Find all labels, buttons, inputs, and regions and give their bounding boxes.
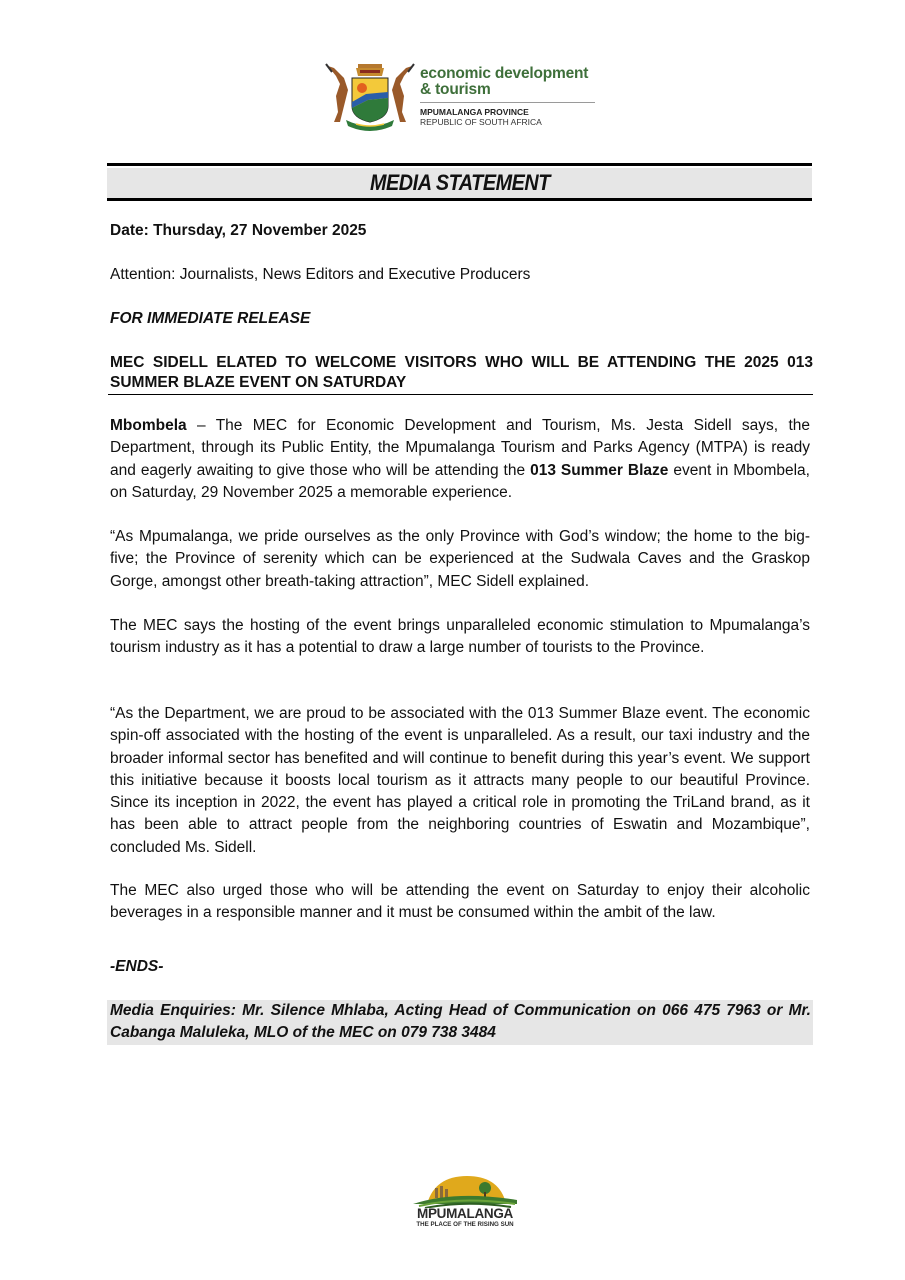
headline: MEC SIDELL ELATED TO WELCOME VISITORS WHO WILL BE ATTENDING THE 2025 013 SUMMER BLAZE EVENT ON SATURDAY (108, 353, 813, 395)
footer-tagline: THE PLACE OF THE RISING SUN (416, 1221, 514, 1228)
date-line: Date: Thursday, 27 November 2025 (110, 222, 367, 239)
title-band (107, 163, 812, 201)
paragraph-1-text-a: – The MEC for Economic Development and Tourism, Ms. Jesta Sidell says, the Department, through its Public Entity, the Mpumalanga Tourism and Parks Agency (MTPA) is ready and eagerly awaiting to give those who will be attending the (110, 417, 810, 479)
dept-name-line2: & tourism (420, 81, 491, 98)
media-enquiries: Media Enquiries: Mr. Silence Mhlaba, Acting Head of Communication on 066 475 7963 or Mr. Cabanga Maluleka, MLO of the MEC on 079 738 3484 (107, 1000, 813, 1045)
paragraph-4: “As the Department, we are proud to be associated with the 013 Summer Blaze event. The economic spin-off associated with the hosting of the event is unparalleled. As a result, our taxi industry and the broader informal sector has benefited and will continue to benefit during this year’s event. We support this initiative because it boosts local tourism as it attracts many people to our beautiful Province. Since its inception in 2022, the event has played a critical role in promoting the TriLand brand, as it has been able to attract people from the neighboring countries of Eswatin and Mozambique”, concluded Ms. Sidell. (110, 705, 810, 856)
paragraph-3: The MEC says the hosting of the event brings unparalleled economic stimulation to Mpumalanga’s tourism industry as it has a potential to draw a large number of tourists to the Province. (110, 617, 810, 657)
paragraph-2: “As Mpumalanga, we pride ourselves as the only Province with God’s window; the home to the big-five; the Province of serenity which can be experienced at the Sudwala Caves and the Graskop Gorge, amongst other breath-taking attraction”, MEC Sidell explained. (110, 528, 810, 590)
paragraph-1 (110, 415, 810, 504)
release-label: FOR IMMEDIATE RELEASE (110, 310, 311, 327)
event-name: 013 Summer Blaze (530, 461, 669, 479)
department-logo (322, 62, 602, 134)
logo-divider (420, 102, 595, 103)
paragraph-5: The MEC also urged those who will be attending the event on Saturday to enjoy their alcoholic beverages in a responsible manner and it must be consumed within the ambit of the law. (110, 882, 810, 922)
footer-brand-name: MPUMALANGA (417, 1206, 513, 1221)
document-title: MEDIA STATEMENT (369, 170, 550, 195)
attention-line: Attention: Journalists, News Editors and Executive Producers (110, 266, 531, 283)
ends-marker: -ENDS- (110, 958, 164, 975)
province-name: MPUMALANGA PROVINCE (420, 107, 529, 117)
dept-name-line1: economic development (420, 65, 589, 82)
rising-sun-landscape-icon (405, 1174, 525, 1208)
republic-name: REPUBLIC OF SOUTH AFRICA (420, 117, 542, 127)
coat-of-arms-icon (322, 62, 418, 132)
dateline-place: Mbombela (110, 417, 187, 434)
mpumalanga-logo (405, 1174, 525, 1230)
paragraph-1-text-b: event in Mbombela, on Saturday, 29 November 2025 a memorable experience. (110, 461, 810, 501)
